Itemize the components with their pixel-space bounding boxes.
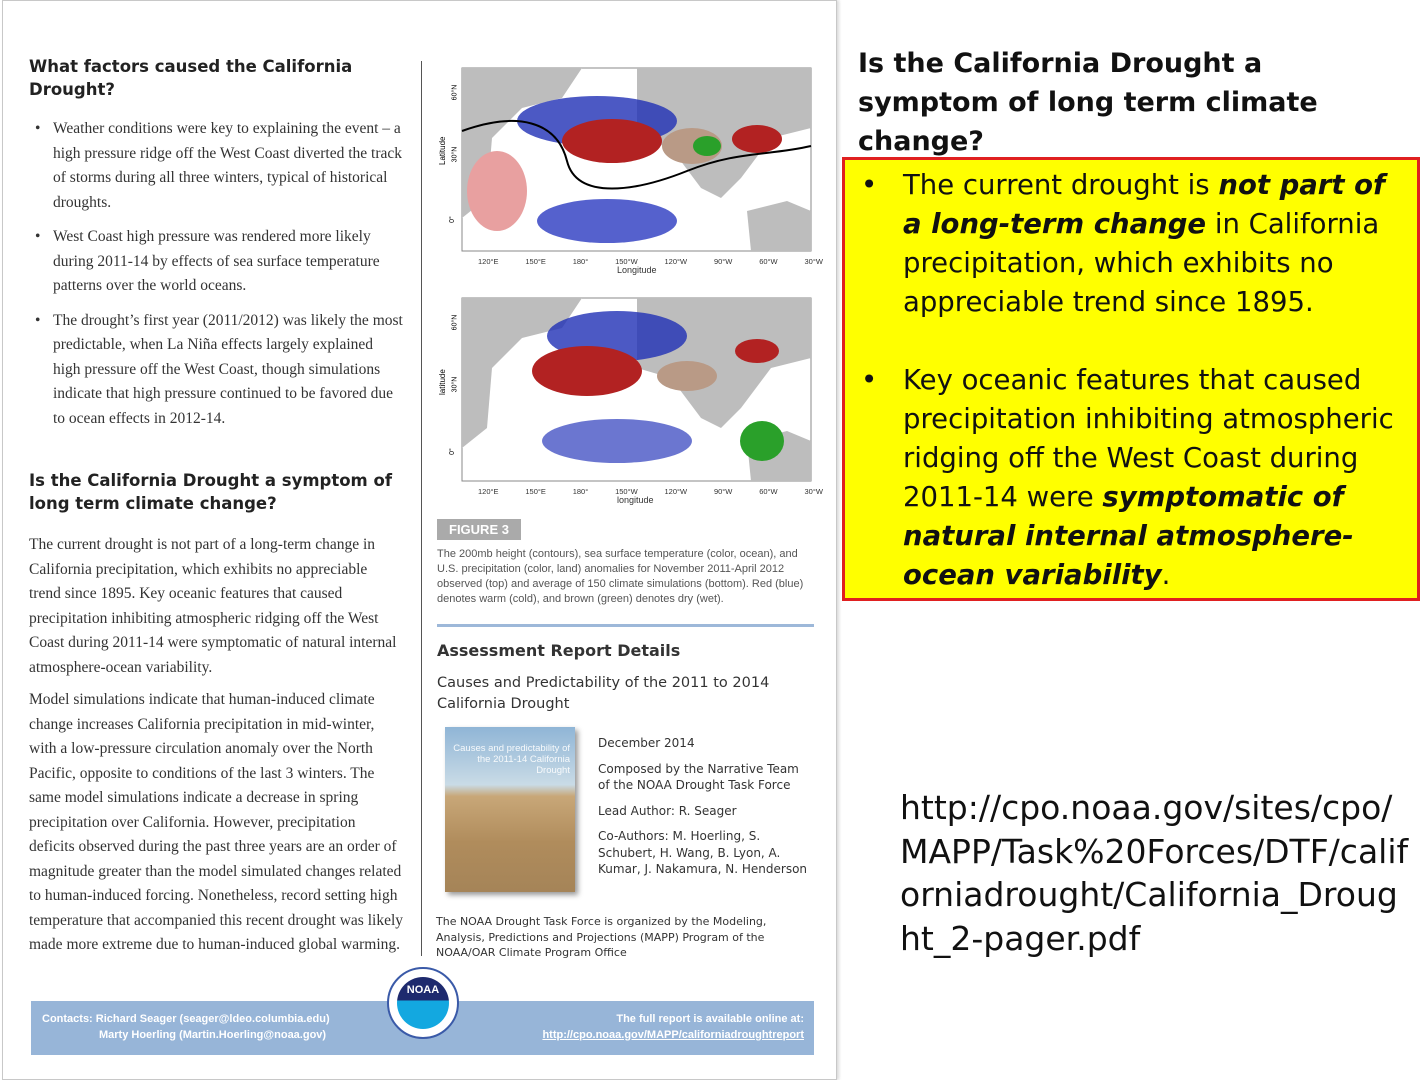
figure-caption: The 200mb height (contours), sea surface temperature (color, ocean), and U.S. precipitation (color, land) anomalies for November 2011-April 2012 observed (top) and average of 150 climate simulations (bottom). Red (blue) denotes warm (cold), and brown (green) denotes dry (wet).	[437, 548, 804, 605]
y-axis-label: latitude	[438, 369, 447, 395]
report-link[interactable]: http://cpo.noaa.gov/MAPP/californiadroughtreport	[542, 1028, 804, 1041]
section-heading-factors: What factors caused the California Drought?	[29, 57, 353, 99]
noaa-logo	[387, 967, 459, 1039]
x-axis-label: Longitude	[617, 265, 657, 275]
x-tick: 120°W	[664, 257, 688, 266]
report-meta	[598, 735, 813, 887]
report-date: December 2014	[598, 736, 695, 750]
x-tick: 180°	[572, 257, 589, 266]
map-simulated	[437, 291, 821, 506]
x-tick: 90°W	[713, 257, 733, 266]
x-tick: 150°W	[615, 257, 638, 266]
y-tick: 0°	[448, 448, 456, 455]
x-axis-label: longitude	[617, 495, 654, 505]
organization-note: The NOAA Drought Task Force is organized by the Modeling, Analysis, Predictions and Projections (MAPP) Program of the NOAA/OAR Climate Program Office	[436, 915, 767, 959]
list-item: • Weather conditions were key to explaining the event – a high pressure ridge off the West Coast diverted the track of storms during all three winters, typical of historical droughts.	[29, 117, 403, 215]
x-tick: 120°W	[664, 487, 688, 496]
x-tick: 150°W	[615, 487, 638, 496]
lead-author: Lead Author: R. Seager	[598, 803, 737, 818]
contacts	[42, 1012, 330, 1043]
list-item: • West Coast high pressure was rendered more likely during 2011-14 by effects of sea surface temperature patterns over the world oceans.	[29, 225, 403, 299]
x-tick: 120°E	[478, 487, 499, 496]
y-tick: 60°N	[451, 314, 459, 331]
x-tick: 90°W	[713, 487, 733, 496]
report-label: The full report is available online at:	[616, 1013, 804, 1025]
paragraph: Model simulations indicate that human-induced climate change increases California precipitation in mid-winter, with a low-pressure circulation anomaly over the North Pacific, opposite to conditions of the last 3 winters. The same model simulations indicate a decrease in spring precipitation over California. However, precipitation deficits observed during the past three years are an order of magnitude greater than the model simulated changes related to human-induced forcing. Nonetheless, record setting high temperature that accompanied this recent drought was likely made more extreme due to human-induced global warming.	[29, 691, 404, 953]
y-tick: 30°N	[451, 376, 459, 393]
x-tick: 120°E	[478, 257, 499, 266]
x-tick: 150°E	[525, 487, 546, 496]
column-divider	[421, 61, 422, 956]
list-item: • The drought’s first year (2011/2012) was likely the most predictable, when La Niña effects largely explained high pressure off the West Coast, though simulations indicate that high pressure continued to be favored due to ocean effects in 2012-14.	[29, 309, 403, 432]
cover-title: Causes and predictability of the 2011-14 California Drought	[453, 743, 570, 776]
highlight-box	[842, 157, 1420, 601]
logo-text: NOAA	[406, 984, 440, 996]
y-axis-label: Latitude	[438, 136, 447, 165]
x-tick: 60°W	[759, 487, 778, 496]
section-heading-climate: Is the California Drought a symptom of long term climate change?	[29, 471, 392, 513]
report-cover-image	[445, 727, 575, 892]
x-tick: 30°W	[804, 487, 823, 496]
factors-list	[29, 117, 403, 431]
map-observed	[437, 61, 821, 276]
x-tick: 150°E	[525, 257, 546, 266]
figure-label: FIGURE 3	[437, 519, 521, 540]
x-tick: 60°W	[759, 257, 778, 266]
slide-bullet: • The current drought is not part of a long-term change in California precipitation, which exhibits no appreciable trend since 1895.	[903, 166, 1397, 322]
report-availability	[542, 1012, 804, 1043]
left-column	[29, 55, 403, 966]
slide-bullet: • Key oceanic features that caused precipitation inhibiting atmospheric ridging off the West Coast during 2011-14 were symptomatic of natural internal atmosphere-ocean variability.	[903, 361, 1397, 595]
source-url[interactable]: http://cpo.noaa.gov/sites/cpo/MAPP/Task%20Forces/DTF/californiadrought/California_Drought_2-pager.pdf	[900, 788, 1409, 958]
contact-line: Marty Hoerling (Martin.Hoerling@noaa.gov)	[99, 1028, 327, 1041]
x-tick: 30°W	[804, 257, 823, 266]
x-tick: 180°	[572, 487, 589, 496]
y-tick: 30°N	[451, 146, 459, 163]
report-title: Causes and Predictability of the 2011 to 2014 California Drought	[437, 675, 770, 712]
document-page	[2, 0, 837, 1080]
report-composed: Composed by the Narrative Team of the NOAA Drought Task Force	[598, 761, 799, 792]
slide-title: Is the California Drought a symptom of long term climate change?	[858, 48, 1318, 157]
y-tick: 60°N	[451, 84, 459, 101]
contact-line: Contacts: Richard Seager (seager@ldeo.columbia.edu)	[42, 1013, 330, 1025]
y-tick: 0°	[448, 216, 456, 223]
divider	[437, 624, 814, 627]
assessment-heading: Assessment Report Details	[437, 641, 681, 660]
paragraph: The current drought is not part of a long-term change in California precipitation, which exhibits no appreciable trend since 1895. Key oceanic features that caused precipitation inhibiting atmospheric ridging off the West Coast during 2011-14 were symptomatic of natural internal atmosphere-ocean variability.	[29, 536, 397, 676]
co-authors: Co-Authors: M. Hoerling, S. Schubert, H. Wang, B. Lyon, A. Kumar, J. Nakamura, N. Henderson	[598, 829, 808, 876]
